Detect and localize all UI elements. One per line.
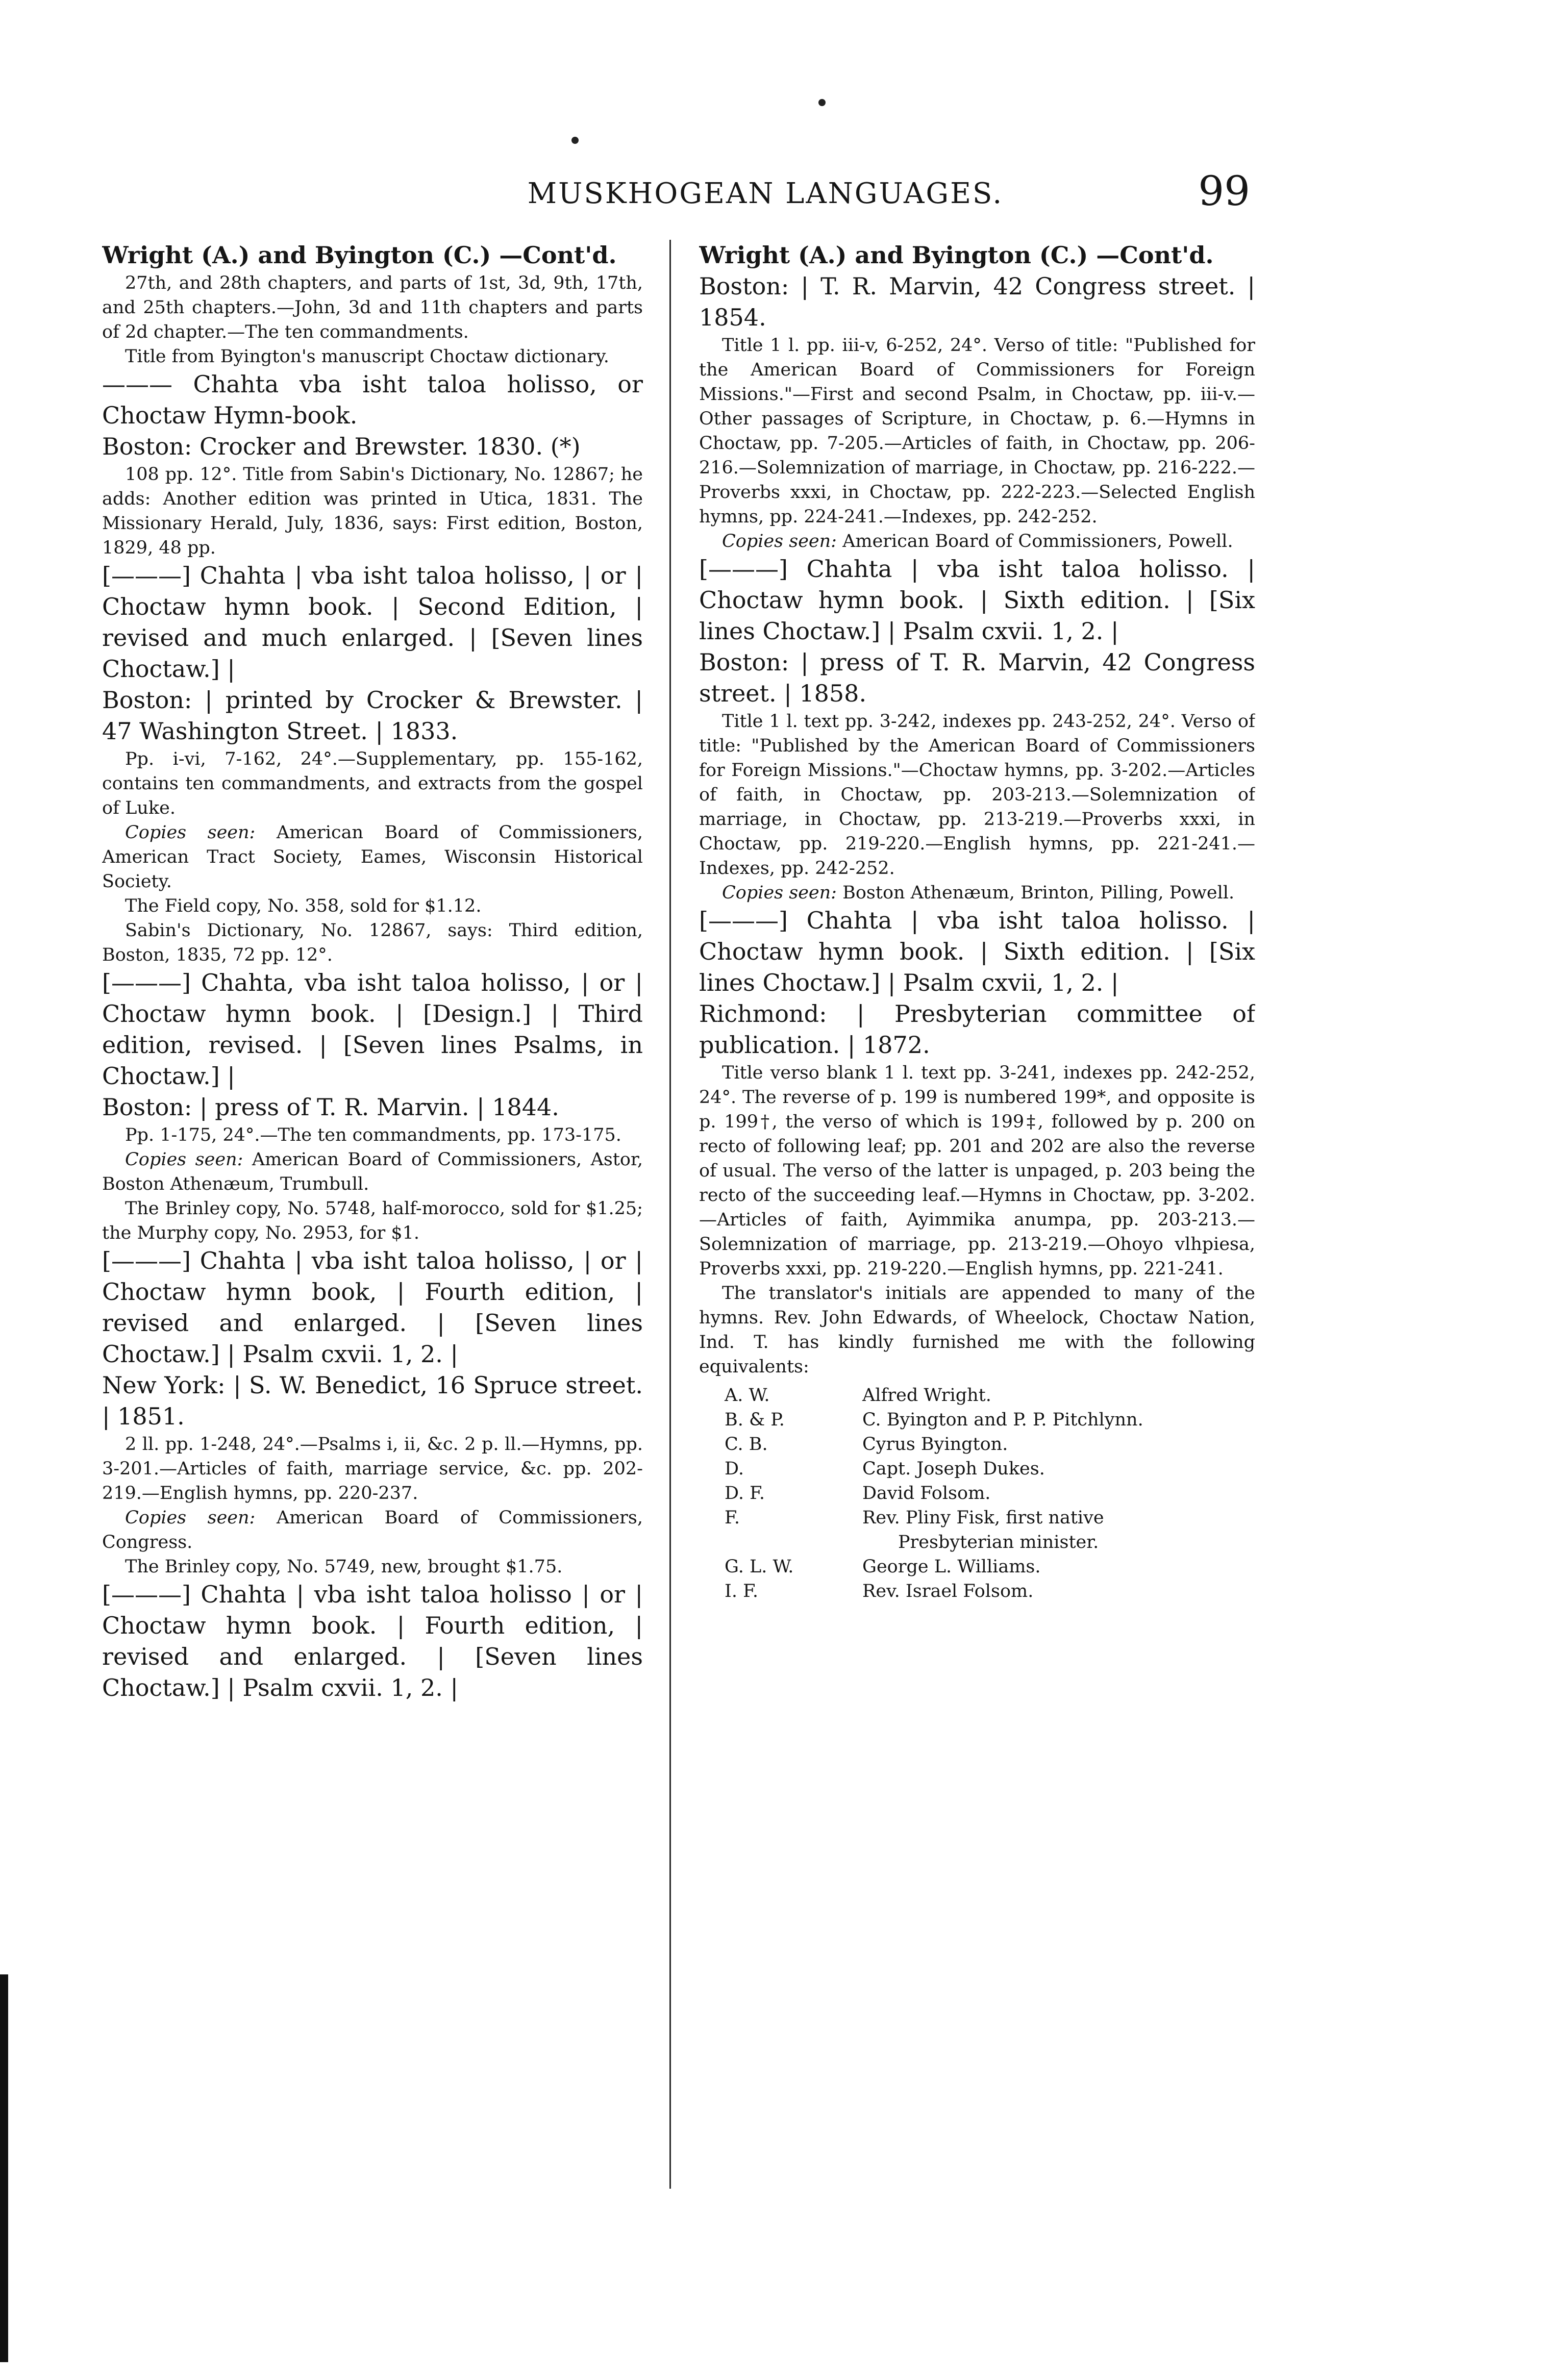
translator-row xyxy=(714,1579,1255,1604)
translator-row xyxy=(714,1555,1255,1579)
translator-name: George L. Williams. xyxy=(862,1557,1041,1577)
right-column xyxy=(699,240,1255,2178)
copies-seen-label: Copies seen: xyxy=(125,1149,243,1170)
entry-note: 27th, and 28th chapters, and parts of 1st, 3d, 9th, 17th, and 25th chapters.—John, 3d and 11th chapters and parts of 2d chapter.—The ten commandments. xyxy=(102,273,643,342)
copies-seen xyxy=(102,1506,643,1555)
copies-seen-text: American Board of Commissioners, Astor, Boston Athenæum, Trumbull. xyxy=(102,1149,643,1194)
translator-name: C. Byington and P. P. Pitchlynn. xyxy=(862,1410,1143,1430)
translator-code: F. xyxy=(725,1508,740,1528)
entry-note: The Brinley copy, No. 5748, half-morocco, sold for $1.25; the Murphy copy, No. 2953, for $1. xyxy=(102,1198,643,1243)
entry-note: Pp. i-vi, 7-162, 24°.—Supplementary, pp. 155-162, contains ten commandments, and extracts from the gospel of Luke. xyxy=(102,749,643,818)
entry-title: [———] Chahta | vba isht taloa holisso. | Choctaw hymn book. | Sixth edition. | [Six lines Choctaw.] | Psalm cxvii, 1, 2. | xyxy=(699,907,1255,996)
entry-title: [———] Chahta, vba isht taloa holisso, | or | Choctaw hymn book. | [Design.] | Third edition, revised. | [Seven lines Psalms, in Choctaw.] | xyxy=(102,969,643,1090)
page-number: 99 xyxy=(1198,167,1250,215)
translator-name: Cyrus Byington. xyxy=(862,1434,1008,1455)
entry-note: 108 pp. 12°. Title from Sabin's Dictionary, No. 12867; he adds: Another edition was printed in Utica, 1831. The Missionary Herald, July, 1836, says: First edition, Boston, 1829, 48 pp. xyxy=(102,464,643,558)
entry-title: Richmond: | Presbyterian committee of publication. | 1872. xyxy=(699,1000,1255,1059)
entry-title: Boston: | printed by Crocker & Brewster. | 47 Washington Street. | 1833. xyxy=(102,686,643,745)
entry-title: Boston: | press of T. R. Marvin, 42 Congress street. | 1858. xyxy=(699,648,1255,707)
entry-heading: Wright (A.) and Byington (C.) —Cont'd. xyxy=(699,241,1214,269)
entry-title: Boston: Crocker and Brewster. 1830. (*) xyxy=(102,433,581,460)
entry-note: 2 ll. pp. 1-248, 24°.—Psalms i, ii, &c. 2 p. ll.—Hymns, pp. 3-201.—Articles of faith, marriage service, &c. pp. 202-219.—English hymns, pp. 220-237. xyxy=(102,1434,643,1504)
translator-code: I. F. xyxy=(725,1581,759,1601)
translator-row xyxy=(714,1530,1255,1555)
copies-seen xyxy=(102,1147,643,1196)
translator-name: Alfred Wright. xyxy=(862,1385,991,1406)
translator-name: Rev. Israel Folsom. xyxy=(862,1581,1034,1601)
entry-title: [———] Chahta | vba isht taloa holisso | or | Choctaw hymn book. | Fourth edition, | revised and enlarged. | [Seven lines Choctaw.] | Psalm cxvii. 1, 2. | xyxy=(102,1581,643,1701)
translator-code: B. & P. xyxy=(725,1410,785,1430)
copies-seen xyxy=(699,881,1255,905)
copies-seen-label: Copies seen: xyxy=(125,1508,256,1528)
translator-name: David Folsom. xyxy=(862,1483,991,1504)
copies-seen-label: Copies seen: xyxy=(722,883,837,903)
entry-title: Boston: | T. R. Marvin, 42 Congress street. | 1854. xyxy=(699,272,1255,331)
translator-name: Rev. Pliny Fisk, first native xyxy=(862,1508,1104,1528)
entry-heading: Wright (A.) and Byington (C.) —Cont'd. xyxy=(102,241,617,269)
entry-title: New York: | S. W. Benedict, 16 Spruce street. | 1851. xyxy=(102,1371,643,1430)
translator-row xyxy=(714,1506,1255,1530)
translator-code: D. xyxy=(725,1459,744,1479)
translator-code: G. L. W. xyxy=(725,1557,794,1577)
copies-seen-text: American Board of Commissioners, Congress. xyxy=(102,1508,643,1552)
entry-title: [———] Chahta | vba isht taloa holisso, | or | Choctaw hymn book. | Second Edition, | revised and much enlarged. | [Seven lines Choctaw.] | xyxy=(102,562,643,683)
translator-row xyxy=(714,1481,1255,1506)
column-rule xyxy=(669,240,671,2189)
translator-code: D. F. xyxy=(725,1483,765,1504)
running-head: MUSKHOGEAN LANGUAGES. xyxy=(527,177,1004,210)
entry-title: Boston: | press of T. R. Marvin. | 1844. xyxy=(102,1093,559,1121)
translator-row xyxy=(714,1408,1255,1432)
translator-initials-table xyxy=(714,1383,1255,1604)
copies-seen xyxy=(102,820,643,894)
translator-row xyxy=(714,1457,1255,1481)
copies-seen xyxy=(699,529,1255,554)
translator-name: Capt. Joseph Dukes. xyxy=(862,1459,1045,1479)
entry-note: Title verso blank 1 l. text pp. 3-241, indexes pp. 242-252, 24°. The reverse of p. 199 is numbered 199*, and opposite is p. 199†, the verso of which is 199‡, followed by p. 200 on recto of following leaf; pp. 201 and 202 are also the reverse of usual. The verso of the latter is unpaged, p. 203 being the recto of the succeeding leaf.—Hymns in Choctaw, pp. 3-202.—Articles of faith, Ayimmika anumpa, pp. 203-213.—Solemnization of marriage, pp. 213-219.—Ohoyo vlhpiesa, Proverbs xxxi, pp. 219-220.—English hymns, pp. 221-241. xyxy=(699,1063,1255,1279)
entry-note: The Brinley copy, No. 5749, new, brought $1.75. xyxy=(125,1557,563,1577)
copies-seen-text: Boston Athenæum, Brinton, Pilling, Powell. xyxy=(842,883,1235,903)
translator-name: Presbyterian minister. xyxy=(898,1532,1099,1552)
entry-note: Title 1 l. pp. iii-v, 6-252, 24°. Verso of title: "Published for the American Board of Commissioners for Foreign Missions."—First and second Psalm, in Choctaw, pp. iii-v.—Other passages of Scripture, in Choctaw, p. 6.—Hymns in Choctaw, pp. 7-205.—Articles of faith, in Choctaw, pp. 206-216.—Solemnization of marriage, in Choctaw, pp. 216-222.—Proverbs xxxi, in Choctaw, pp. 222-223.—Selected English hymns, pp. 224-241.—Indexes, pp. 242-252. xyxy=(699,335,1255,527)
copies-seen-text: American Board of Commissioners, Powell. xyxy=(842,531,1233,552)
scan-speck xyxy=(571,137,579,144)
entry-note: Title from Byington's manuscript Choctaw dictionary. xyxy=(125,346,609,367)
entry-note: The Field copy, No. 358, sold for $1.12. xyxy=(125,896,482,916)
translator-code: C. B. xyxy=(725,1434,768,1455)
scan-speck xyxy=(818,99,826,106)
translator-code: A. W. xyxy=(725,1385,770,1406)
entry-title: [———] Chahta | vba isht taloa holisso, | or | Choctaw hymn book, | Fourth edition, | revised and enlarged. | [Seven lines Choctaw.] | Psalm cxvii. 1, 2. | xyxy=(102,1247,643,1368)
entry-title: ——— Chahta vba isht taloa holisso, or Choctaw Hymn-book. xyxy=(102,370,643,429)
entry-note: The translator's initials are appended to many of the hymns. Rev. John Edwards, of Wheelock, Choctaw Nation, Ind. T. has kindly furnished me with the following equivalents: xyxy=(699,1283,1255,1377)
translator-row xyxy=(714,1383,1255,1408)
copies-seen-label: Copies seen: xyxy=(722,531,837,552)
translator-code xyxy=(714,1530,862,1555)
translator-row xyxy=(714,1432,1255,1457)
left-column xyxy=(102,240,643,2178)
copies-seen-text: American Board of Commissioners, American Tract Society, Eames, Wisconsin Historical Society. xyxy=(102,822,643,892)
entry-note: Pp. 1-175, 24°.—The ten commandments, pp. 173-175. xyxy=(125,1125,621,1145)
scan-edge-mark xyxy=(0,1974,8,2362)
entry-note: Title 1 l. text pp. 3-242, indexes pp. 243-252, 24°. Verso of title: "Published by the American Board of Commissioners for Foreign Missions."—Choctaw hymns, pp. 3-202.—Articles of faith, in Choctaw, pp. 203-213.—Solemnization of marriage, in Choctaw, pp. 213-219.—Proverbs xxxi, in Choctaw, pp. 219-220.—English hymns, pp. 221-241.—Indexes, pp. 242-252. xyxy=(699,711,1255,879)
copies-seen-label: Copies seen: xyxy=(125,822,256,843)
entry-title: [———] Chahta | vba isht taloa holisso. | Choctaw hymn book. | Sixth edition. | [Six lines Choctaw.] | Psalm cxvii. 1, 2. | xyxy=(699,555,1255,645)
page-header xyxy=(0,167,1544,215)
entry-note: Sabin's Dictionary, No. 12867, says: Third edition, Boston, 1835, 72 pp. 12°. xyxy=(102,920,643,965)
